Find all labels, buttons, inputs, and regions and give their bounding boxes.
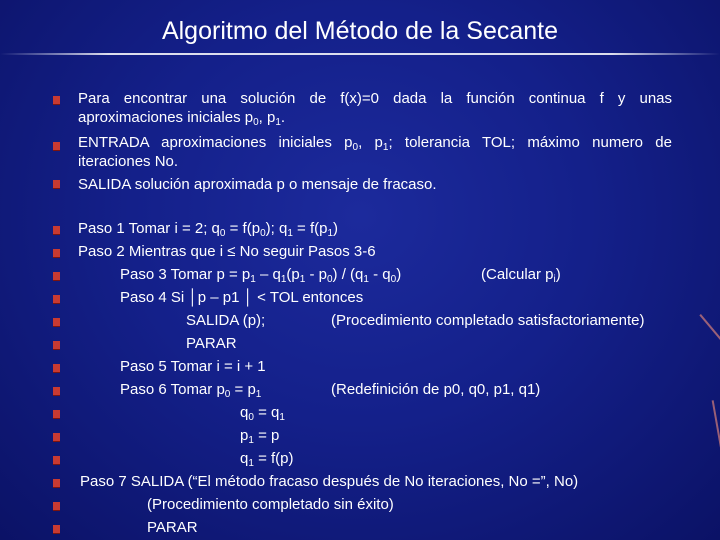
subscript: 1 — [248, 435, 254, 446]
step-4-stop: PARAR — [186, 335, 237, 352]
bullet — [53, 341, 60, 350]
intro-text: , p — [258, 109, 276, 126]
step-text: - p — [305, 266, 327, 283]
step-text: = p — [230, 381, 256, 398]
bullet — [53, 502, 60, 511]
title-divider — [0, 53, 720, 55]
subscript: 1 — [363, 274, 369, 285]
step-4-note: (Procedimiento completado satisfactoriamente) — [331, 312, 645, 329]
step-text: Paso 6 Tomar p — [120, 381, 225, 398]
step-6-q0 — [240, 404, 285, 426]
subscript: 1 — [275, 117, 281, 128]
step-text: ) / (q — [332, 266, 364, 283]
step-text: ); q — [265, 220, 288, 237]
subscript: 1 — [250, 274, 256, 285]
subscript: 1 — [287, 228, 293, 239]
subscript: 0 — [248, 412, 254, 423]
step-7-note: (Procedimiento completado sin éxito) — [147, 496, 394, 513]
subscript: 0 — [326, 274, 333, 285]
step-3-note — [481, 266, 561, 288]
decorative-line — [712, 400, 720, 450]
bullet — [53, 364, 60, 373]
step-text: = q — [253, 404, 280, 421]
bullet — [53, 410, 60, 419]
step-text: = f(p — [225, 220, 261, 237]
bullet — [53, 433, 60, 442]
step-text: (p — [286, 266, 300, 283]
step-4: Paso 4 Si │p – p1 │ < TOL entonces — [120, 289, 364, 306]
step-text: = p — [253, 427, 280, 444]
bullet — [53, 387, 60, 396]
step-2: Paso 2 Mientras que i ≤ No seguir Pasos 3-6 — [78, 243, 376, 260]
step-4-output: SALIDA (p); — [186, 312, 266, 329]
subscript: 0 — [219, 228, 226, 239]
step-text: p — [240, 427, 249, 444]
decorative-line — [699, 314, 720, 346]
slide-title: Algoritmo del Método de la Secante — [161, 17, 559, 45]
bullet — [53, 456, 60, 465]
bullet — [53, 479, 60, 488]
intro-line-5: SALIDA solución aproximada p o mensaje de fracaso. — [78, 176, 437, 193]
step-text: – q — [255, 266, 281, 283]
step-3 — [120, 266, 401, 288]
subscript: 1 — [255, 389, 262, 400]
subscript: 1 — [299, 274, 306, 285]
step-1 — [78, 220, 338, 242]
intro-text: ENTRADA aproximaciones iniciales p — [78, 134, 353, 151]
subscript: 1 — [279, 412, 285, 423]
step-text: Paso 3 Tomar p = p — [120, 266, 251, 283]
bullet — [53, 96, 60, 105]
intro-line-2 — [78, 109, 285, 131]
step-6-q1 — [240, 450, 294, 472]
step-text: q — [240, 450, 249, 467]
subscript: 0 — [253, 117, 259, 128]
bullet — [53, 318, 60, 327]
step-6-p1 — [240, 427, 279, 449]
step-text: (Calcular p — [481, 266, 554, 283]
bullet — [53, 295, 60, 304]
intro-line-4: iteraciones No. — [78, 153, 179, 170]
subscript: 1 — [327, 228, 334, 239]
bullet — [53, 180, 60, 189]
subscript: 0 — [352, 142, 359, 153]
step-7-stop: PARAR — [147, 519, 198, 536]
step-text: ) — [396, 266, 402, 283]
step-text: = f(p) — [253, 450, 294, 467]
bullet — [53, 226, 60, 235]
bullet — [53, 142, 60, 151]
subscript: 0 — [224, 389, 231, 400]
step-text: - q — [368, 266, 391, 283]
subscript: 0 — [260, 228, 266, 239]
step-6-note: (Redefinición de p0, q0, p1, q1) — [331, 381, 541, 398]
step-text: ) — [555, 266, 561, 283]
intro-text: . — [280, 109, 286, 126]
bullet — [53, 249, 60, 258]
intro-text: , p — [358, 134, 383, 151]
intro-text: ; tolerancia TOL; máximo numero de — [388, 134, 672, 151]
step-text: ) — [333, 220, 339, 237]
subscript: 1 — [280, 274, 287, 285]
step-text: = f(p — [292, 220, 328, 237]
bullet — [53, 272, 60, 281]
subscript: 1 — [248, 458, 254, 469]
subscript: i — [553, 274, 556, 285]
subscript: 0 — [390, 274, 397, 285]
step-6 — [120, 381, 261, 403]
step-text: q — [240, 404, 249, 421]
intro-text: aproximaciones iniciales p — [78, 109, 254, 126]
step-7: Paso 7 SALIDA (“El método fracaso después de No iteraciones, No =”, No) — [80, 473, 579, 490]
step-5: Paso 5 Tomar i = i + 1 — [120, 358, 266, 375]
bullet — [53, 525, 60, 534]
subscript: 1 — [382, 142, 389, 153]
intro-line-1: Para encontrar una solución de f(x)=0 dada la función continua f y unas — [78, 90, 672, 107]
step-text: Paso 1 Tomar i = 2; q — [78, 220, 220, 237]
